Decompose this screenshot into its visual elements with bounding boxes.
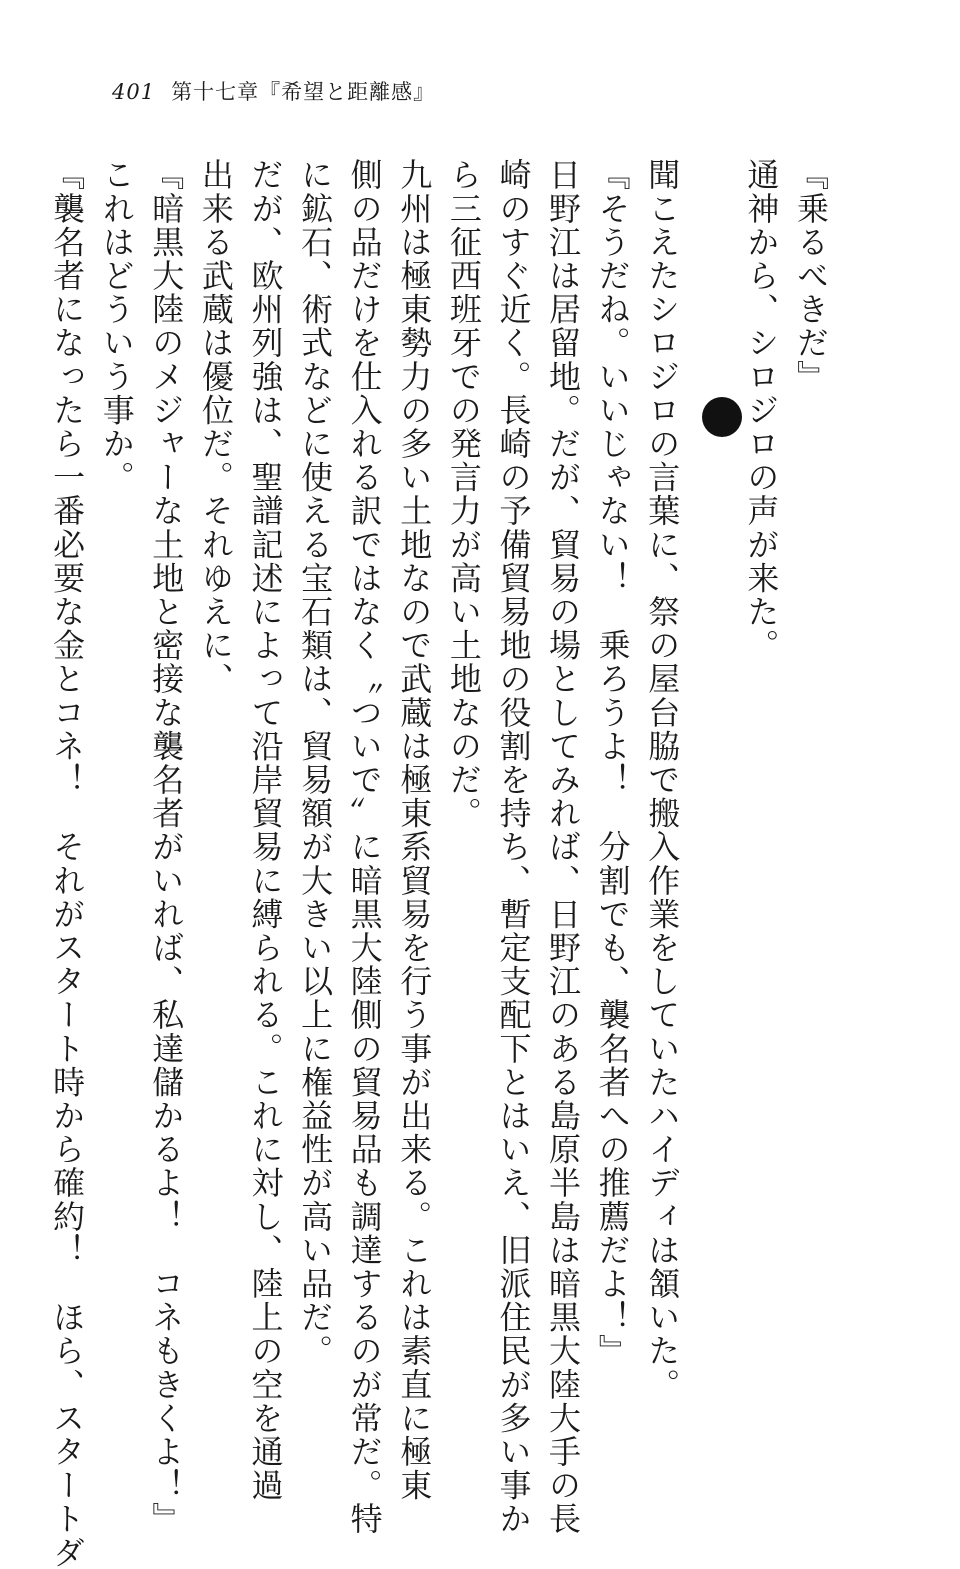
text-line: 出来る武蔵は優位だ。それゆえに、 [196, 158, 235, 696]
page-number: 401 [112, 80, 156, 104]
text-line: ら三征西班牙での発言力が高い土地なのだ。 [444, 158, 483, 830]
text-line: 崎のすぐ近く。長崎の予備貿易地の役割を持ち、暫定支配下とはいえ、旧派住民が多い事か [494, 158, 533, 1536]
text-line: 側の品だけを仕入れる訳ではなく〝ついで〟に暗黒大陸側の貿易品も調達するのが常だ。特 [345, 158, 384, 1536]
running-header [112, 76, 435, 106]
text-line: だが、欧州列強は、聖譜記述によって沿岸貿易に縛られる。これに対し、陸上の空を通過 [246, 158, 285, 1502]
text-line: 聞こえたシロジロの言葉に、祭の屋台脇で搬入作業をしていたハイディは頷いた。 [643, 158, 682, 1402]
blank-line [686, 158, 736, 1298]
text-line: 『襲名者になったら一番必要な金とコネ！ それがスタート時から確約！ ほら、スタートダ [48, 158, 87, 1569]
text-line: 通神から、シロジロの声が来た。 [742, 158, 781, 662]
text-line: 日野江は居留地。だが、貿易の場としてみれば、日野江のある島原半島は暗黒大陸大手の長 [544, 158, 583, 1536]
text-line: 『暗黒大陸のメジャーな土地と密接な襲名者がいれば、私達儲かるよ！ コネもきくよ！』 [147, 158, 186, 1536]
text-line: 『そうだね。いいじゃない！ 乗ろうよ！ 分割でも、襲名者への推薦だよ！』 [593, 158, 632, 1368]
text-line: に鉱石、術式などに使える宝石類は、貿易額が大きい以上に権益性が高い品だ。 [296, 158, 335, 1368]
vertical-text-body [48, 158, 835, 1569]
text-line: 『乗るべきだ』 [792, 158, 830, 394]
text-line: 九州は極東勢力の多い土地なので武蔵は極東系貿易を行う事が出来る。これは素直に極東 [395, 158, 434, 1502]
chapter-title: 第十七章『希望と距離感』 [171, 80, 436, 104]
text-line: これはどういう事か。 [97, 158, 136, 494]
